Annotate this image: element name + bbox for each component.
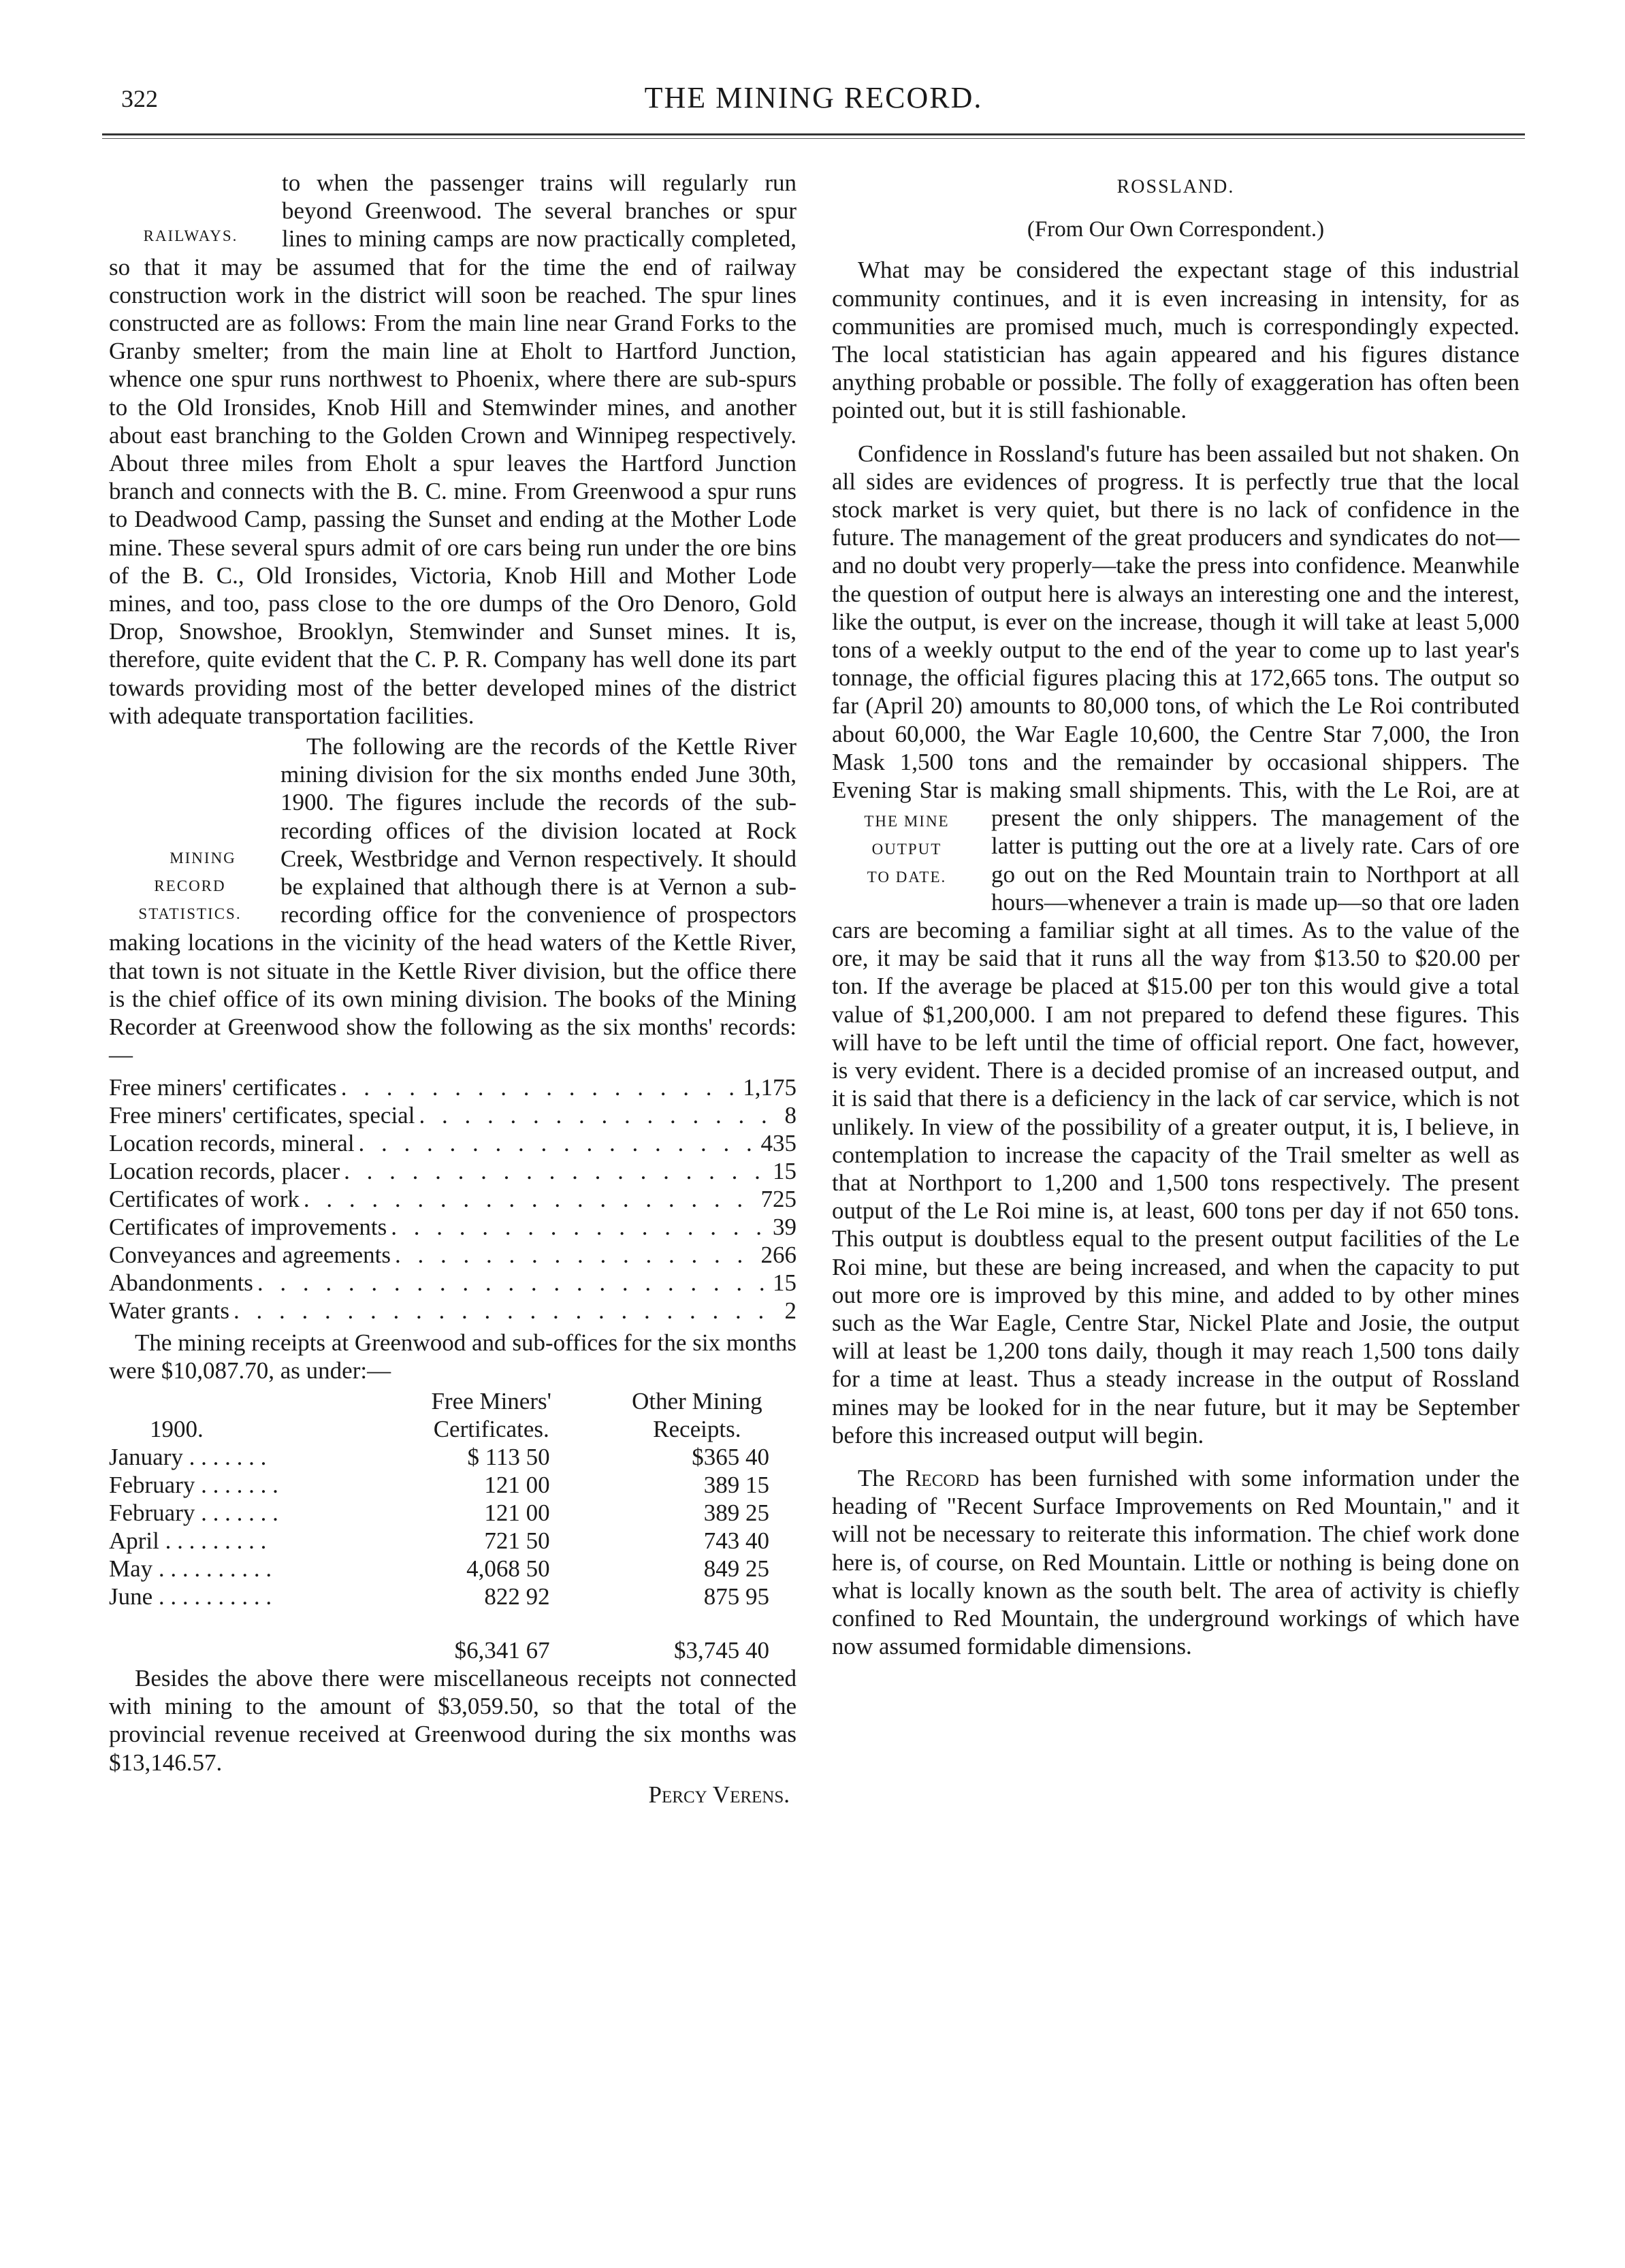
- article-paragraph: to when the passenger trains will regularly run beyond Greenwood. The several branches or spur lines to mining camps are now practically completed, so that it may be assumed that for the time the end of railway construction work in the district will soon be reached. The spur lines constructed are as follows: From the main line near Grand Forks to the Granby smelter; from the main line at Eholt to Hartford Junction, whence one spur runs northwest to Phoenix, where there are sub-spurs to the Old Ironsides, Knob Hill and Stemwinder mines, and another about east branching to the Golden Crown and Winnipeg respectively. About three miles from Eholt a spur leaves the Hartford Junction branch and connects with the B. C. mine. From Greenwood a spur runs to Deadwood Camp, passing the Sunset and ending at the Mother Lode mine. These several spurs admit of ore cars being run under the ore bins of the B. C., Old Ironsides, Victoria, Knob Hill and Mother Lode mines, and too, pass close to the ore dumps of the Oro Denoro, Gold Drop, Snowshoe, Brooklyn, Stemwinder and Sunset mines. It is, therefore, quite evident that the C. P. R. Company has well done its part towards providing most of the better developed mines of the district with adequate transportation facilities.: [109, 169, 797, 729]
- table-header-row: Free Miners' Other Mining: [431, 1387, 762, 1414]
- right-column: [832, 169, 1519, 1660]
- table-header-row: 1900. Certificates. Receipts.: [150, 1415, 741, 1442]
- article-paragraph: MINING RECORD STATISTICS. The following are the records of the Kettle River mining division for the six months ended June 30th, 1900. The figures include the records of the sub-recording offices of the division located at Rock Creek, Westbridge and Vernon respectively. It should be explained that although there is at Vernon a sub-recording office for the convenience of prospectors making locations in the vicinity of the head waters of the Kettle River, that town is not situate in the Kettle River division, but the office there is the chief office of its own mining division. The books of the Mining Recorder at Greenwood show the following as the six months' records:—: [109, 733, 797, 1069]
- table-total-row: $6,341 67 $3,745 40: [454, 1636, 769, 1664]
- article-paragraph: The mining receipts at Greenwood and sub-offices for the six months were $10,087.70, as under:—: [109, 1329, 797, 1384]
- sidenote-mining-statistics: MINING RECORD STATISTICS.: [138, 849, 242, 923]
- sidenote-mine-output: THE MINE OUTPUT TO DATE.: [864, 812, 950, 886]
- running-title: THE MINING RECORD.: [644, 81, 983, 114]
- table-row: February . . . . . . . 121 00 389 15: [109, 1471, 769, 1498]
- author-signature: Percy Verens.: [648, 1781, 790, 1808]
- section-heading: ROSSLAND.: [1116, 176, 1235, 197]
- list-item: Certificates of improvements . . . 39: [109, 1213, 797, 1241]
- article-paragraph: The Record has been furnished with some information under the heading of "Recent Surface Improvements on Red Mountain," and it will not be necessary to reiterate this information. The chief work done here is, of course, on Red Mountain. Little or nothing is being done on what is locally known as the south belt. The area of activity is chiefly confined to Red Mountain, the underground workings of which have now assumed formidable dimensions.: [832, 1464, 1520, 1660]
- article-paragraph: Besides the above there were miscellaneous receipts not connected with mining to the amount of $3,059.50, so that the total of the provincial revenue received at Greenwood during the six months was $13,146.57.: [109, 1664, 797, 1776]
- page-header: [102, 80, 1525, 128]
- left-column: [109, 169, 797, 1809]
- table-row: May . . . . . . . . . . 4,068 50 849 25: [109, 1555, 769, 1582]
- list-item: Certificates of work . . . 725: [109, 1185, 797, 1213]
- table-row: June . . . . . . . . . . 822 92 875 95: [109, 1583, 769, 1610]
- records-list: [109, 1073, 797, 1325]
- table-row: February . . . . . . . 121 00 389 25: [109, 1499, 769, 1526]
- list-item: Free miners' certificates . . . 1,175: [109, 1073, 797, 1101]
- page-number: 322: [121, 85, 158, 112]
- list-item: Location records, mineral . . . 435: [109, 1129, 797, 1157]
- article-paragraph: Confidence in Rossland's future has been assailed but not shaken. On all sides are evidences of progress. It is perfectly true that the local stock market is very quiet, but there is no lack of confidence in the future. The management of the great producers and syndicates do not—and no doubt very properly—take the press into confidence. Meanwhile the question of output here is always an interesting one and the interest, like the output, is ever on the increase, though it will take at least 5,000 tons of a weekly output to the end of the year to come up to last year's tonnage, the official figures placing this at 172,665 tons. The output so far (April 20) amounts to 80,000 tons, of which the Le Roi contributed about 60,000, the War Eagle 10,600, the Centre Star 7,000, the Iron Mask 1,500 tons and the remainder by occasional shippers. The Evening Star is making small shipments. This, with the Le Roi, are at present the only shippers. The management of the latter is putting out the ore at a lively rate. Cars of ore go out on the Red Mountain train to Northport at all hours—whenever a train is made up—so that ore laden cars are becoming a familiar sight at all times. As to the value of the ore, it may be said that it runs all the way from $13.50 to $20.00 per ton. If the average be placed at $15.00 per ton this would give a total value of $1,200,000. I am not prepared to defend these figures. This will have to be left until the time of official report. One fact, however, is very evident. There is a decided promise of an increased output, and it is said that there is a deficiency in the lack of car service, which is not unlikely. In view of the possibility of a greater output, it is, I believe, in contemplation to increase the capacity of the Trail smelter as well as that at Northport to 1,200 and 1,500 tons respectively. The present output of the Le Roi mine is, at least, 600 tons per day if not 650 tons. This output is doubtless equal to the present output facilities of the Le Roi mine, but these are being increased, and when the capacity to put out more ore is improved by this mine, and added to by other mines such as the War Eagle, Centre Star, Nickel Plate and Josie, the output will at least be 1,200 tons daily, though it may reach 1,500 tons daily for a time at least. Thus a steady increase in the output of Rossland mines may be looked for in the near future, but it may be September before this increased output will begin.: [832, 440, 1519, 1448]
- table-row: January . . . . . . . $ 113 50 $365 40: [109, 1443, 769, 1470]
- list-item: Water grants . . . 2: [109, 1297, 797, 1325]
- header-rule: [102, 133, 1525, 135]
- receipts-table: [109, 1387, 797, 1664]
- section-subheading: (From Our Own Correspondent.): [1027, 217, 1325, 242]
- list-item: Location records, placer . . . 15: [109, 1157, 797, 1185]
- header-rule-thin: [102, 138, 1525, 139]
- article-paragraph: What may be considered the expectant stage of this industrial community continues, and it is even increasing in intensity, for as communities are promised much, much is correspondingly expected. The local statistician has again appeared and his figures distance anything probable or possible. The folly of exaggeration has often been pointed out, but it is still fashionable.: [832, 257, 1519, 424]
- table-row: April . . . . . . . . . 721 50 743 40: [109, 1527, 769, 1554]
- list-item: Abandonments . . . 15: [109, 1269, 797, 1297]
- list-item: Conveyances and agreements . . . 266: [109, 1241, 797, 1269]
- sidenote-railways: RAILWAYS.: [143, 227, 238, 244]
- list-item: Free miners' certificates, special . . . 8: [109, 1101, 797, 1129]
